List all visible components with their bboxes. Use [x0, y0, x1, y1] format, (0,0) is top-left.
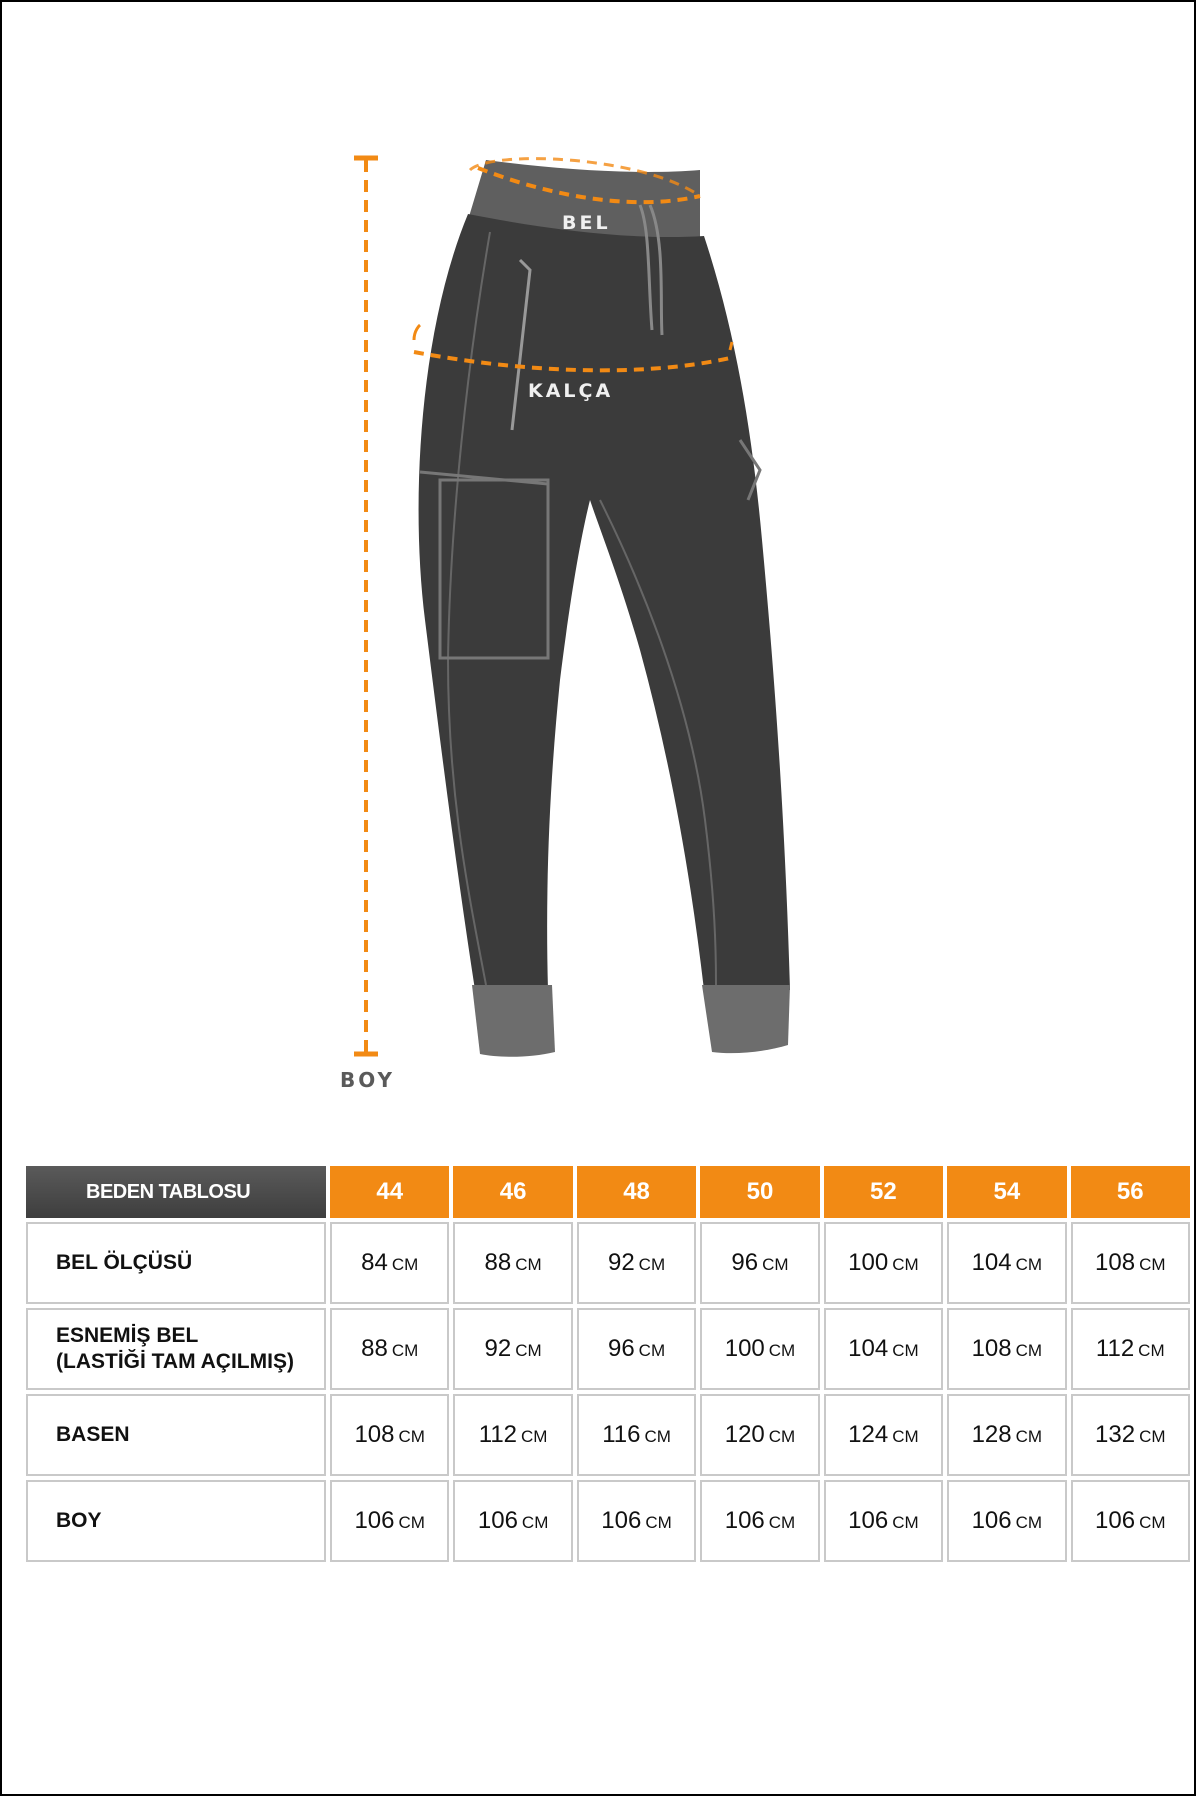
size-header: 54 [947, 1166, 1066, 1218]
table-cell: 106 CM [1071, 1480, 1190, 1562]
length-measure-line [354, 158, 378, 1054]
size-header-row [26, 1166, 1190, 1218]
table-cell: 100 CM [700, 1308, 819, 1390]
table-cell: 92 CM [577, 1222, 696, 1304]
table-cell: 106 CM [947, 1480, 1066, 1562]
right-cuff [702, 985, 790, 1053]
table-row [26, 1394, 1190, 1476]
table-cell: 108 CM [330, 1394, 449, 1476]
table-cell: 112 CM [1071, 1308, 1190, 1390]
table-cell: 96 CM [700, 1222, 819, 1304]
table-cell: 104 CM [947, 1222, 1066, 1304]
size-header: 56 [1071, 1166, 1190, 1218]
table-cell: 132 CM [1071, 1394, 1190, 1476]
length-label: BOY [340, 1068, 396, 1092]
table-row [26, 1308, 1190, 1390]
row-label-stretched-waist: ESNEMİŞ BEL (LASTİĞİ TAM AÇILMIŞ) [26, 1308, 326, 1390]
size-table-title: BEDEN TABLOSU [26, 1166, 326, 1218]
table-cell: 106 CM [577, 1480, 696, 1562]
row-label-waist: BEL ÖLÇÜSÜ [26, 1222, 326, 1304]
table-cell: 112 CM [453, 1394, 572, 1476]
table-cell: 84 CM [330, 1222, 449, 1304]
size-header: 44 [330, 1166, 449, 1218]
table-cell: 92 CM [453, 1308, 572, 1390]
table-cell: 106 CM [700, 1480, 819, 1562]
table-row [26, 1222, 1190, 1304]
table-cell: 88 CM [330, 1308, 449, 1390]
table-cell: 106 CM [453, 1480, 572, 1562]
size-header: 52 [824, 1166, 943, 1218]
table-cell: 106 CM [330, 1480, 449, 1562]
size-header: 50 [700, 1166, 819, 1218]
table-cell: 106 CM [824, 1480, 943, 1562]
table-cell: 120 CM [700, 1394, 819, 1476]
row-label-hip: BASEN [26, 1394, 326, 1476]
table-cell: 100 CM [824, 1222, 943, 1304]
hip-label: KALÇA [528, 380, 614, 402]
row-label-length: BOY [26, 1480, 326, 1562]
waist-label: BEL [562, 212, 611, 234]
left-cuff [472, 985, 555, 1057]
size-table [22, 1162, 1194, 1566]
table-cell: 116 CM [577, 1394, 696, 1476]
table-cell: 88 CM [453, 1222, 572, 1304]
table-cell: 128 CM [947, 1394, 1066, 1476]
table-cell: 96 CM [577, 1308, 696, 1390]
table-row [26, 1480, 1190, 1562]
table-cell: 104 CM [824, 1308, 943, 1390]
table-cell: 108 CM [1071, 1222, 1190, 1304]
table-cell: 108 CM [947, 1308, 1066, 1390]
table-cell: 124 CM [824, 1394, 943, 1476]
size-header: 46 [453, 1166, 572, 1218]
size-header: 48 [577, 1166, 696, 1218]
